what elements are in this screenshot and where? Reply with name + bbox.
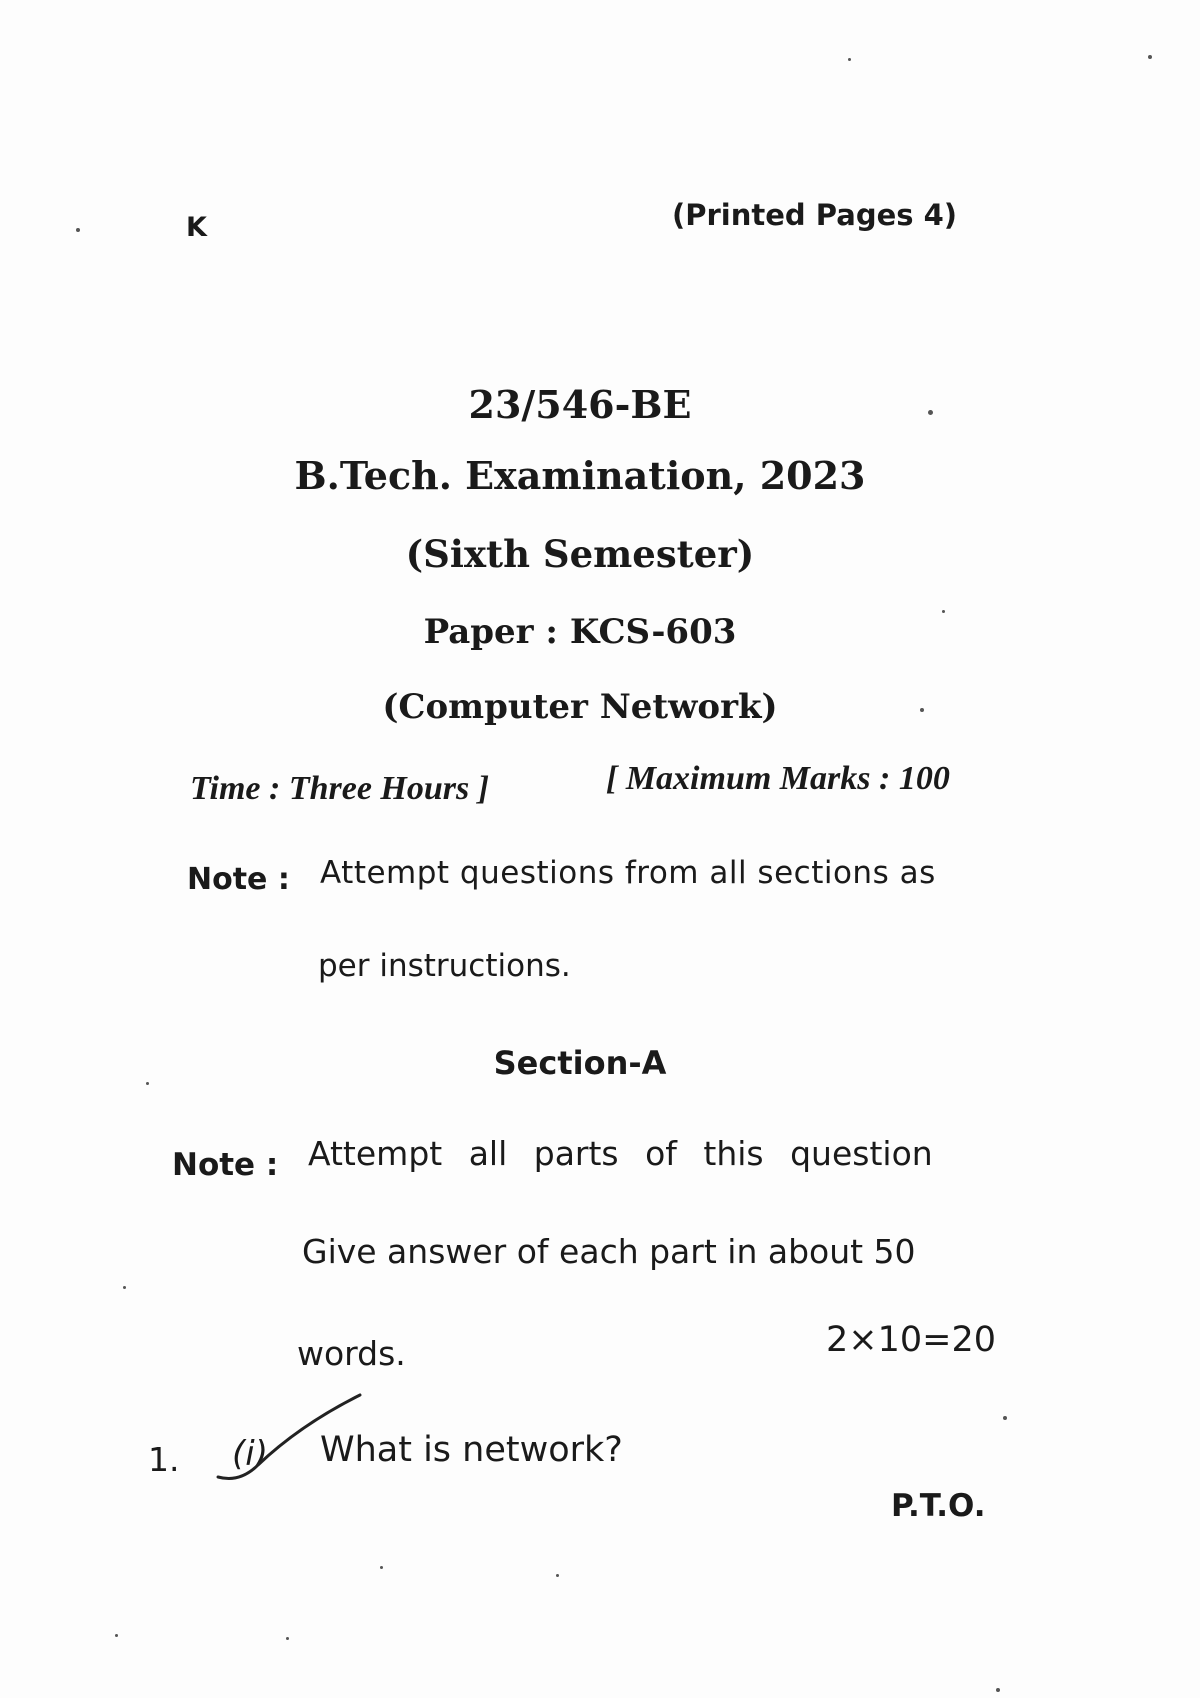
paper-code: 23/546-BE <box>468 382 692 427</box>
scan-speck <box>848 58 851 61</box>
scan-speck <box>928 410 933 415</box>
scan-speck <box>146 1082 149 1085</box>
maximum-marks: [ Maximum Marks : 100 <box>606 760 950 797</box>
scan-speck <box>1148 55 1152 59</box>
exam-title: B.Tech. Examination, 2023 <box>294 453 866 498</box>
semester: (Sixth Semester) <box>405 532 755 576</box>
section-a-note-line1: Attempt all parts of this question <box>308 1134 933 1173</box>
section-a-marks: 2×10=20 <box>826 1320 996 1360</box>
section-a-note-line2: Give answer of each part in about 50 <box>302 1232 916 1271</box>
question-number: 1. <box>148 1440 180 1479</box>
scan-speck <box>1003 1416 1007 1420</box>
series-code: K <box>186 212 207 243</box>
exam-duration: Time : Three Hours ] <box>190 770 490 807</box>
general-note-text-line2: per instructions. <box>318 948 571 984</box>
page-turn-over: P.T.O. <box>891 1488 986 1524</box>
question-text: What is network? <box>320 1430 623 1470</box>
scan-speck <box>380 1566 383 1569</box>
subject-name: (Computer Network) <box>382 687 778 727</box>
scan-speck <box>123 1286 126 1289</box>
scan-speck <box>115 1634 118 1637</box>
scan-speck <box>996 1688 1000 1692</box>
printed-pages-count: (Printed Pages 4) <box>672 198 958 232</box>
section-a-heading: Section-A <box>493 1044 667 1082</box>
general-note-label: Note : <box>187 862 290 897</box>
scan-speck <box>76 228 80 232</box>
scan-speck <box>556 1574 559 1577</box>
paper-code-line: Paper : KCS-603 <box>423 612 737 652</box>
scan-speck <box>286 1637 289 1640</box>
section-a-note-label: Note : <box>172 1147 279 1183</box>
scan-speck <box>942 610 945 613</box>
question-part-label: (i) <box>232 1434 268 1474</box>
section-a-note-line3: words. <box>297 1334 406 1373</box>
scan-speck <box>920 708 924 712</box>
general-note-text-line1: Attempt questions from all sections as <box>320 855 936 891</box>
